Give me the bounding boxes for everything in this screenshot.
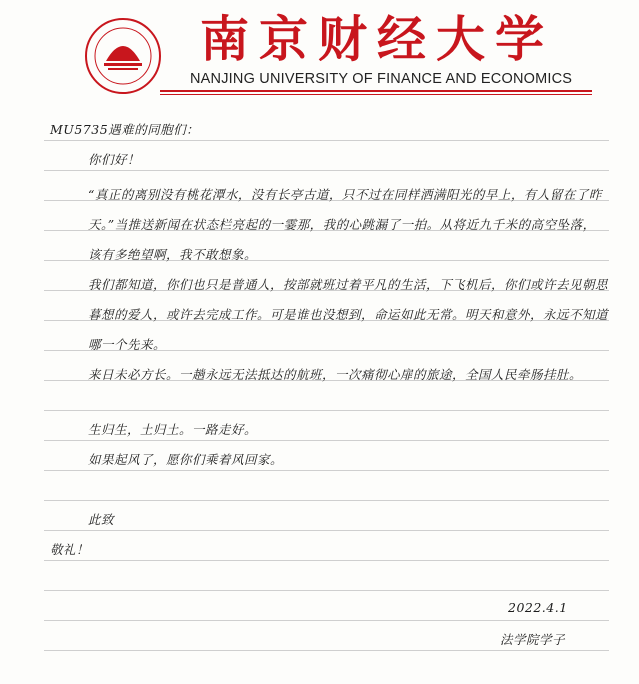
closing-respect: 此致 [88, 512, 115, 527]
ruled-line [44, 560, 609, 561]
ruled-line [44, 530, 609, 531]
paragraph-1: “真正的离别没有桃花潭水，没有长亭古道，只不过在同样洒满阳光的早上，有人留在了昨天。”当推送新闻在状态栏亮起的一霎那，我的心跳漏了一拍。从将近九千米的高空坠落，该有多绝望啊，我不敢想象。 [88, 187, 602, 262]
closing-salute: 敬礼！ [50, 542, 90, 557]
greeting: 你们好！ [88, 152, 141, 167]
header-divider [160, 90, 592, 92]
paragraph-2: 我们都知道，你们也只是普通人，按部就班过着平凡的生活，下飞机后，你们或许去见朝思暮想的爱人，或许去完成工作。可是谁也没想到，命运如此无常。明天和意外，永远不知道哪一个先来。 [88, 277, 609, 352]
ruled-line [44, 650, 609, 651]
signature: 法学院学子 [500, 632, 566, 647]
ruled-line [44, 140, 609, 141]
ruled-line [44, 620, 609, 621]
paragraph-4: 生归生，土归土。一路走好。 [88, 422, 258, 437]
ruled-line [44, 440, 609, 441]
letter-date: 2022.4.1 [508, 600, 568, 615]
paragraph-5: 如果起风了，愿你们乘着风回家。 [88, 452, 284, 467]
university-name-chinese: 南京财经大学 [200, 10, 555, 68]
ruled-line [44, 470, 609, 471]
ruled-line [44, 170, 609, 171]
university-name-english: NANJING UNIVERSITY OF FINANCE AND ECONOMICS [190, 71, 573, 87]
letterhead [0, 0, 639, 100]
university-seal-logo [84, 17, 162, 95]
paragraph-3: 来日未必方长。一趟永远无法抵达的航班，一次痛彻心扉的旅途，全国人民牵肠挂肚。 [88, 367, 583, 382]
header-divider-thin [160, 94, 592, 95]
salutation: MU5735遇难的同胞们： [50, 122, 200, 137]
ruled-line [44, 500, 609, 501]
ruled-line [44, 590, 609, 591]
ruled-line [44, 410, 609, 411]
